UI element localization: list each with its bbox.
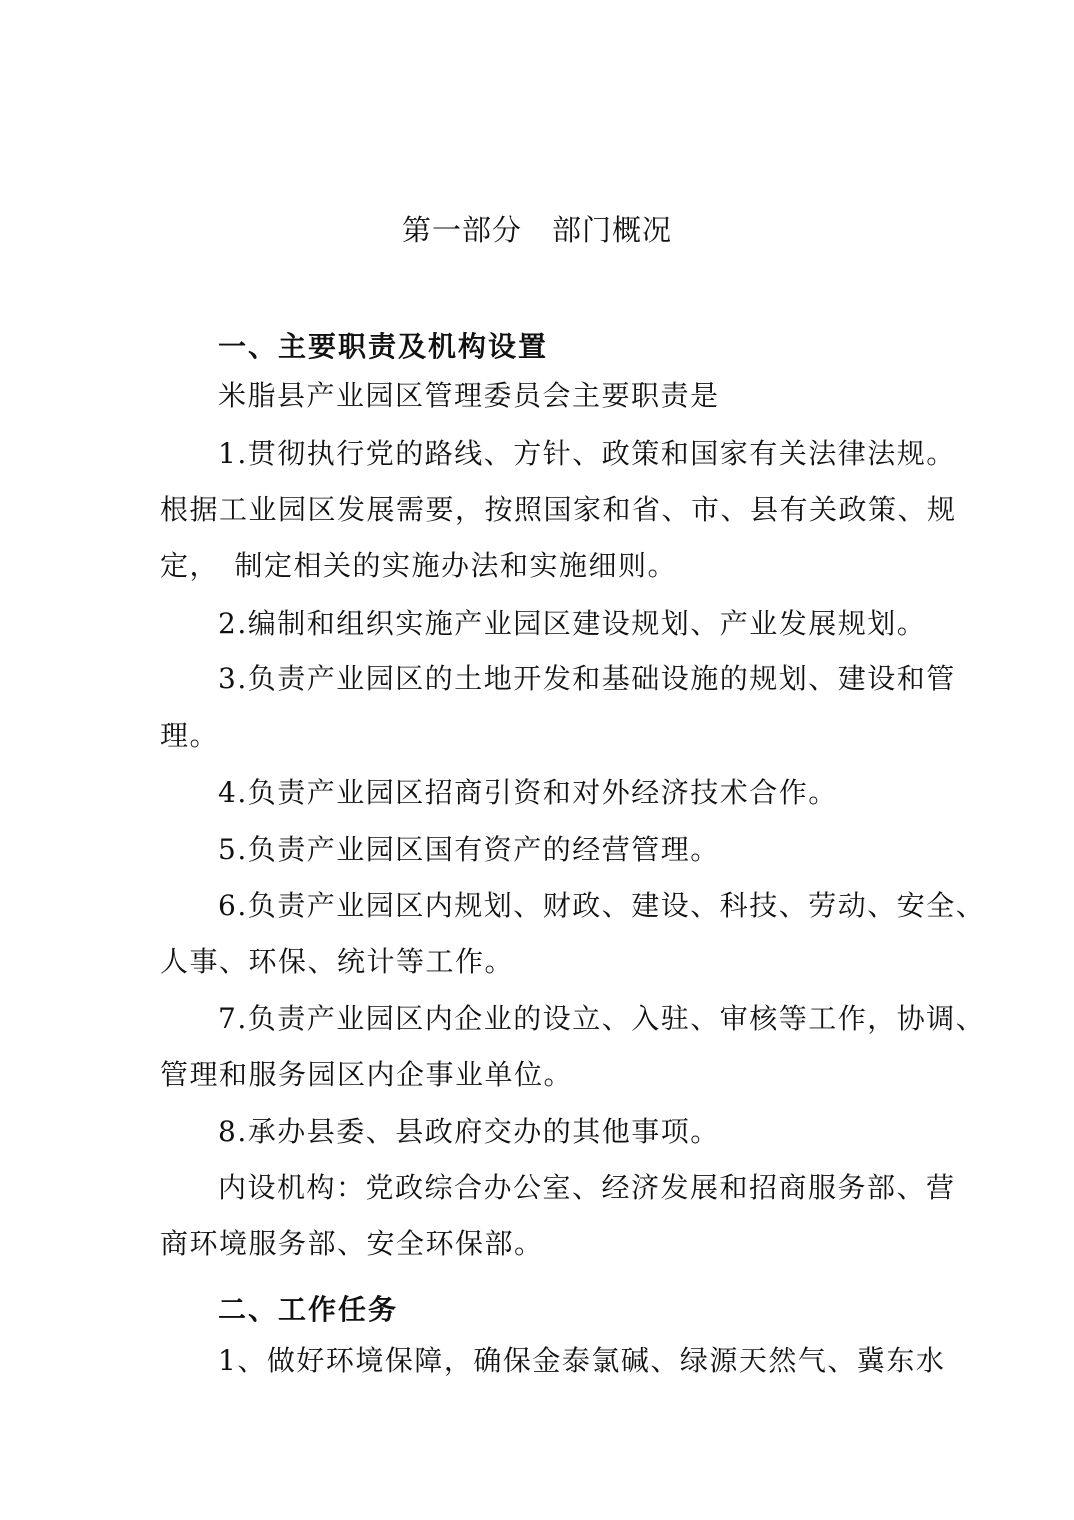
- paragraph-line: 理。: [160, 719, 220, 752]
- paragraph-line: 定， 制定相关的实施办法和实施细则。: [160, 549, 678, 582]
- section-heading-tasks: 二、工作任务: [218, 1293, 399, 1326]
- paragraph-line: 4.负责产业园区招商引资和对外经济技术合作。: [218, 776, 838, 809]
- paragraph-line: 商环境服务部、安全环保部。: [160, 1227, 544, 1260]
- paragraph-line: 米脂县产业园区管理委员会主要职责是: [218, 379, 720, 412]
- section-heading-responsibilities: 一、主要职责及机构设置: [218, 330, 549, 363]
- paragraph-line: 人事、环保、统计等工作。: [160, 945, 515, 978]
- paragraph-line: 8.承办县委、县政府交办的其他事项。: [218, 1115, 720, 1148]
- paragraph-line: 7.负责产业园区内企业的设立、入驻、审核等工作，协调、: [218, 1002, 986, 1035]
- paragraph-line: 6.负责产业园区内规划、财政、建设、科技、劳动、安全、: [218, 889, 986, 922]
- paragraph-line: 1.贯彻执行党的路线、方针、政策和国家有关法律法规。: [218, 437, 956, 470]
- paragraph-line: 1、做好环境保障，确保金泰氯碱、绿源天然气、冀东水: [218, 1344, 946, 1377]
- paragraph-line: 内设机构：党政综合办公室、经济发展和招商服务部、营: [218, 1171, 956, 1204]
- page-title: 第一部分 部门概况: [401, 213, 672, 247]
- paragraph-line: 管理和服务园区内企事业单位。: [160, 1058, 574, 1091]
- paragraph-line: 根据工业园区发展需要，按照国家和省、市、县有关政策、规: [160, 493, 957, 526]
- paragraph-line: 2.编制和组织实施产业园区建设规划、产业发展规划。: [218, 607, 927, 640]
- paragraph-line: 5.负责产业园区国有资产的经营管理。: [218, 833, 720, 866]
- paragraph-line: 3.负责产业园区的土地开发和基础设施的规划、建设和管: [218, 662, 956, 695]
